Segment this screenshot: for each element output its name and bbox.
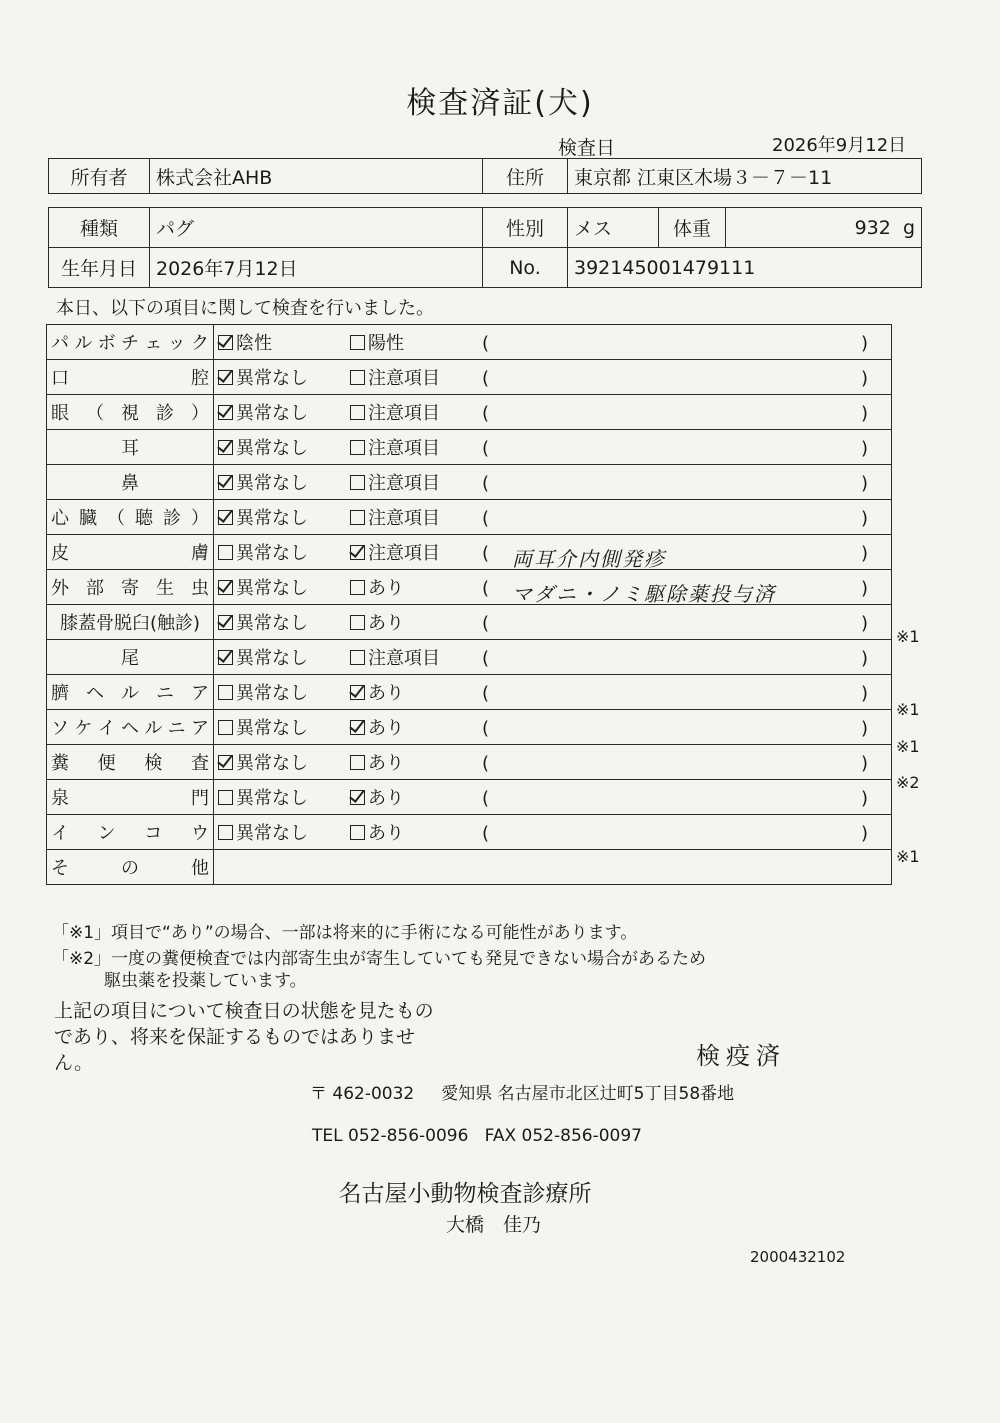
paren-close: ) [860,718,868,739]
exam-item-label [51,329,209,355]
option-label: 注意項目 [368,438,440,459]
label-char: 泉 [51,788,69,809]
paren-open: ( [482,613,490,634]
exam-option[interactable] [350,574,482,600]
exam-option[interactable] [218,364,350,390]
exam-result-cell [214,325,892,360]
label-char: 寄 [121,578,139,599]
exam-row [47,710,892,745]
paren-close: ) [860,473,868,494]
exam-result-cell [214,395,892,430]
label-char: （ [107,508,125,529]
checkbox-icon[interactable] [350,510,365,525]
paren-close: ) [860,648,868,669]
checkbox-icon[interactable] [218,685,233,700]
exam-row [47,605,892,640]
address-label: 住所 [483,159,568,194]
exam-note [482,648,866,669]
clinic-name: 名古屋小動物検査診療所 [338,1181,592,1207]
label-char: ケ [74,718,93,739]
exam-note [482,823,866,844]
exam-option[interactable] [218,574,350,600]
exam-note [482,368,866,389]
checked-box-icon[interactable] [350,790,365,805]
label-char: 眼 [51,403,69,424]
label-char: そ [51,858,69,879]
exam-item-name [47,535,214,570]
birth-value: 2026年7月12日 [150,248,483,288]
checkbox-icon[interactable] [350,650,365,665]
label-char: イ [51,823,69,844]
label-char: ル [144,718,163,739]
label-char: ヘ [120,718,139,739]
option-label: 注意項目 [368,473,440,494]
footnote-1: 「※1」項目で“あり”の場合、一部は将来的に手術になる可能性があります。 [52,923,638,943]
exam-note [482,333,866,354]
label-char: ア [191,683,209,704]
exam-note [482,578,868,606]
checkbox-icon[interactable] [218,790,233,805]
exam-item-label: 尾 [121,648,139,669]
checkbox-icon[interactable] [350,370,365,385]
label-char: 口 [51,368,69,389]
label-char: 膚 [191,543,209,564]
paren-open: ( [482,578,490,599]
label-char: 臍 [51,683,69,704]
exam-option[interactable] [218,609,350,635]
label-char: イ [97,718,116,739]
exam-note [482,543,868,571]
exam-option[interactable] [218,399,350,425]
exam-note [482,613,866,634]
checkbox-icon[interactable] [350,440,365,455]
label-char: ） [191,403,209,424]
exam-item-name [47,465,214,500]
exam-row [47,815,892,850]
exam-note [482,508,866,529]
checked-box-icon[interactable] [350,685,365,700]
other-label [51,854,209,880]
label-char: ヘ [86,683,104,704]
exam-note [482,753,866,774]
exam-result-cell [214,535,892,570]
paren-open: ( [482,368,490,389]
owner-value: 株式会社AHB [150,159,483,194]
exam-table [46,324,892,885]
exam-option[interactable] [350,329,482,355]
exam-row [47,675,892,710]
option-label: 注意項目 [368,648,440,669]
paren-open: ( [482,473,490,494]
checked-box-icon[interactable] [350,720,365,735]
tel-number: TEL 052-856-0096 [312,1126,469,1146]
label-char: 検 [144,753,163,774]
paren-open: ( [482,543,490,564]
exam-item-name [47,570,214,605]
exam-option[interactable] [218,539,350,565]
exam-item-name [47,430,214,465]
option-label: 異常なし [236,683,308,704]
exam-option[interactable] [218,714,350,740]
exam-note-text: 両耳介内側発疹 [512,547,666,571]
exam-note [482,683,866,704]
label-char: ソ [51,718,69,739]
option-label: 異常なし [236,438,308,459]
weight-cell [726,208,922,248]
exam-row [47,360,892,395]
checkbox-icon[interactable] [350,580,365,595]
exam-option[interactable] [218,504,350,530]
serial-number: 2000432102 [750,1248,846,1266]
label-char: 腔 [191,368,209,389]
exam-row [47,465,892,500]
owner-label: 所有者 [49,159,150,194]
exam-option[interactable] [350,434,482,460]
footnote-mark: ※1 [896,626,920,646]
checkbox-icon[interactable] [350,825,365,840]
pet-table [48,207,922,288]
paren-open: ( [482,438,490,459]
label-char: の [121,858,139,879]
exam-item-name [47,605,214,640]
exam-item-name [47,710,214,745]
exam-option[interactable] [350,819,482,845]
label-char: ェ [144,333,163,354]
label-char: 糞 [51,753,69,774]
exam-item-label [51,364,209,390]
label-char: ン [97,823,116,844]
paren-close: ) [860,823,868,844]
option-label: 異常なし [236,578,308,599]
exam-result-cell [214,570,892,605]
checked-box-icon[interactable] [218,580,233,595]
exam-option[interactable] [350,714,482,740]
option-label: 注意項目 [368,368,440,389]
checked-box-icon[interactable] [218,440,233,455]
footnote-mark: ※1 [896,736,920,756]
exam-item-label [51,714,209,740]
exam-item-label: 耳 [121,438,139,459]
option-label: 異常なし [236,368,308,389]
exam-note [482,403,866,424]
paren-open: ( [482,333,490,354]
checkbox-icon[interactable] [350,755,365,770]
label-char: 門 [191,788,209,809]
label-char: 聴 [135,508,153,529]
checked-box-icon[interactable] [218,335,233,350]
exam-item-name [47,360,214,395]
owner-table [48,158,922,194]
checkbox-icon[interactable] [350,615,365,630]
postal-code: 〒 462-0032 [310,1084,415,1104]
exam-option[interactable] [350,469,482,495]
exam-result-cell [214,745,892,780]
exam-item-label [51,749,209,775]
paren-close: ) [860,683,868,704]
exam-result-cell [214,430,892,465]
vet-name: 大橋 佳乃 [446,1214,542,1236]
exam-row [47,570,892,605]
label-char: コ [144,823,163,844]
exam-option[interactable] [350,644,482,670]
option-label: 異常なし [236,823,308,844]
exam-option[interactable] [218,329,350,355]
label-char: 虫 [191,578,209,599]
exam-item-label: 鼻 [121,473,139,494]
breed-value: パグ [150,208,483,248]
label-char: ニ [156,683,174,704]
exam-row-other [47,850,892,885]
label-char: （ [86,403,104,424]
label-char: 外 [51,578,69,599]
exam-result-cell [214,710,892,745]
exam-note [482,788,866,809]
option-label: 異常なし [236,508,308,529]
checked-box-icon[interactable] [218,370,233,385]
label-char: 便 [97,753,116,774]
label-char: 臓 [79,508,97,529]
label-char: 他 [191,858,209,879]
option-label: 異常なし [236,788,308,809]
footnote-2-cont: 駆虫薬を投薬しています。 [104,971,307,991]
exam-option[interactable] [218,469,350,495]
label-char: 査 [190,753,209,774]
weight-label: 体重 [659,208,726,248]
option-label: 異常なし [236,648,308,669]
option-label: 異常なし [236,543,308,564]
option-label: 陰性 [236,333,272,354]
exam-option[interactable] [350,399,482,425]
exam-item-label [51,679,209,705]
exam-result-cell [214,675,892,710]
paren-open: ( [482,788,490,809]
exam-item-name [47,675,214,710]
exam-option[interactable] [218,784,350,810]
exam-row [47,500,892,535]
exam-option[interactable] [350,539,482,565]
paren-close: ) [860,333,868,354]
checkbox-icon[interactable] [350,405,365,420]
checked-box-icon[interactable] [218,405,233,420]
no-label: No. [483,248,568,288]
clinic-address-line [310,1079,734,1104]
other-value[interactable] [214,850,892,885]
footnote-2: 「※2」一度の糞便検査では内部寄生虫が寄生していても発見できない場合があるため [52,949,707,969]
footnote-mark: ※2 [896,773,920,793]
exam-item-label [51,784,209,810]
exam-row [47,780,892,815]
option-label: 異常なし [236,613,308,634]
label-char: ッ [167,333,186,354]
label-char: ） [191,508,209,529]
paren-open: ( [482,683,490,704]
exam-row [47,640,892,675]
checkbox-icon[interactable] [218,720,233,735]
checked-box-icon[interactable] [218,615,233,630]
certificate-title: 検査済証(犬) [406,86,594,121]
label-char: 診 [163,508,181,529]
paren-open: ( [482,823,490,844]
checked-box-icon[interactable] [218,755,233,770]
label-char: ク [190,333,209,354]
exam-item-label [51,539,209,565]
exam-result-cell [214,360,892,395]
paren-close: ) [860,438,868,459]
checked-box-icon[interactable] [350,545,365,560]
paren-close: ) [860,613,868,634]
exam-row [47,745,892,780]
option-label: 注意項目 [368,543,440,564]
exam-option[interactable] [350,609,482,635]
paren-close: ) [860,508,868,529]
clinic-address: 愛知県 名古屋市北区辻町5丁目58番地 [441,1084,735,1104]
exam-option[interactable] [350,679,482,705]
label-char: 生 [156,578,174,599]
label-char: ウ [190,823,209,844]
checked-box-icon[interactable] [218,650,233,665]
exam-option[interactable] [350,784,482,810]
exam-result-cell [214,465,892,500]
exam-option[interactable] [350,504,482,530]
contact-line [312,1126,642,1146]
paren-close: ) [860,753,868,774]
exam-option[interactable] [218,819,350,845]
sex-label: 性別 [483,208,568,248]
label-char: チ [120,333,139,354]
exam-row [47,395,892,430]
exam-item-label [51,819,209,845]
exam-result-cell [214,605,892,640]
exam-item-label [51,399,209,425]
paren-close: ) [860,788,868,809]
paren-open: ( [482,648,490,669]
option-label: あり [368,823,404,844]
option-label: 注意項目 [368,508,440,529]
exam-result-cell [214,780,892,815]
option-label: 陽性 [368,333,404,354]
exam-result-cell [214,500,892,535]
exam-item-label [51,504,209,530]
exam-option[interactable] [218,679,350,705]
exam-note [482,473,866,494]
label-char: 皮 [51,543,69,564]
checked-box-icon[interactable] [218,475,233,490]
label-char: 心 [51,508,69,529]
exam-item-name [47,640,214,675]
exam-option[interactable] [350,364,482,390]
option-label: あり [368,753,404,774]
option-label: 異常なし [236,753,308,774]
weight-unit: g [902,216,915,239]
label-char: 視 [121,403,139,424]
exam-row [47,430,892,465]
exam-item-label: 膝蓋骨脱臼(触診) [59,613,201,634]
label-char: ボ [97,333,116,354]
checked-box-icon[interactable] [218,510,233,525]
option-label: 異常なし [236,718,308,739]
paren-close: ) [860,543,868,564]
birth-label: 生年月日 [49,248,150,288]
paren-open: ( [482,508,490,529]
disclaimer: 上記の項目について検査日の状態を見たものであり、将来を保証するものではありません。 [54,1000,434,1074]
address-value: 東京都 江東区木場３－７－11 [568,159,922,194]
paren-close: ) [860,403,868,424]
paren-open: ( [482,403,490,424]
exam-item-name [47,500,214,535]
no-value: 392145001479111 [568,248,922,288]
option-label: あり [368,578,404,599]
option-label: 異常なし [236,473,308,494]
paren-open: ( [482,753,490,774]
exam-item-name [47,745,214,780]
option-label: 異常なし [236,403,308,424]
exam-item-name [47,325,214,360]
checkbox-icon[interactable] [218,545,233,560]
exam-row [47,325,892,360]
checkbox-icon[interactable] [218,825,233,840]
paren-close: ) [860,368,868,389]
quarantine-stamp: 検疫済 [696,1042,786,1070]
option-label: あり [368,613,404,634]
label-char: ニ [167,718,186,739]
option-label: あり [368,718,404,739]
exam-item-name [47,780,214,815]
exam-item-label [51,574,209,600]
label-char: ア [190,718,209,739]
exam-date-label: 検査日 [558,137,616,159]
exam-row [47,535,892,570]
label-char: パ [51,333,69,354]
footnote-mark: ※1 [896,846,920,866]
label-char: 診 [156,403,174,424]
exam-item-name [47,395,214,430]
exam-item-name [47,815,214,850]
exam-note [482,718,866,739]
paren-open: ( [482,718,490,739]
exam-option[interactable] [218,644,350,670]
breed-label: 種類 [49,208,150,248]
label-char: 部 [86,578,104,599]
exam-result-cell [214,640,892,675]
exam-option[interactable] [218,434,350,460]
label-char: ル [74,333,93,354]
exam-note-text: マダニ・ノミ駆除薬投与済 [512,582,776,606]
other-label-cell [47,850,214,885]
option-label: 注意項目 [368,403,440,424]
weight-value: 932 [854,216,891,239]
intro-text: 本日、以下の項目に関して検査を行いました。 [56,298,434,319]
exam-date: 2026年9月12日 [772,135,907,156]
exam-option[interactable] [350,749,482,775]
option-label: あり [368,788,404,809]
label-char: ル [121,683,139,704]
checkbox-icon[interactable] [350,335,365,350]
option-label: あり [368,683,404,704]
exam-note [482,438,866,459]
exam-result-cell [214,815,892,850]
paren-close: ) [860,578,868,599]
footnote-mark: ※1 [896,700,920,719]
exam-option[interactable] [218,749,350,775]
checkbox-icon[interactable] [350,475,365,490]
sex-value: メス [568,208,659,248]
fax-number: FAX 052-856-0097 [484,1126,642,1146]
